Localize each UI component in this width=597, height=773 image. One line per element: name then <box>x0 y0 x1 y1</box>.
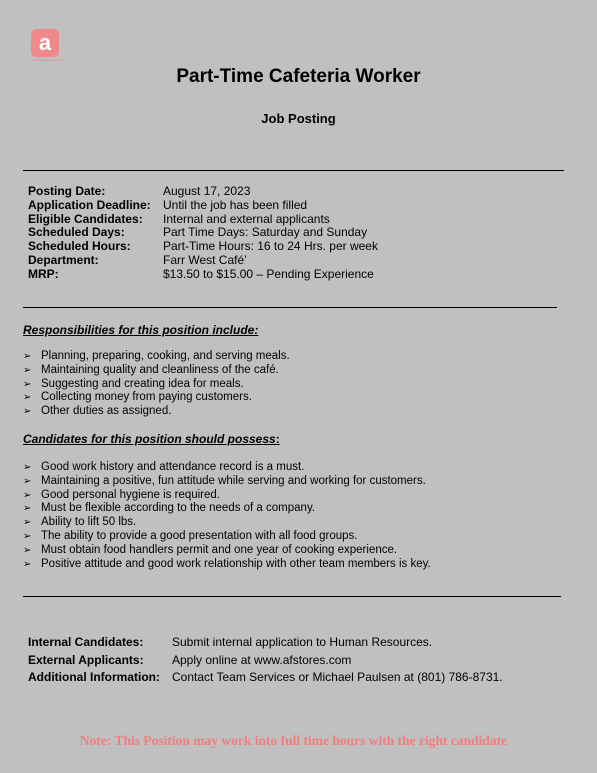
list-item <box>23 378 290 392</box>
divider <box>23 596 561 597</box>
detail-value: $13.50 to $15.00 – Pending Experience <box>163 266 374 281</box>
company-logo <box>31 29 59 57</box>
list-item <box>23 405 290 419</box>
detail-row <box>28 254 378 268</box>
detail-row <box>28 268 378 282</box>
candidates-list <box>23 461 431 571</box>
detail-value: Part Time Days: Saturday and Sunday <box>163 225 368 240</box>
list-item <box>23 391 290 405</box>
contact-info <box>28 634 503 687</box>
contact-value: Submit internal application to Human Resources. <box>172 635 433 649</box>
detail-value: Part-Time Hours: 16 to 24 Hrs. per week <box>163 239 378 254</box>
arrow-bullet-icon: ➢ <box>23 364 32 376</box>
arrow-bullet-icon: ➢ <box>23 378 32 390</box>
detail-row <box>28 199 378 213</box>
detail-row <box>28 240 378 254</box>
list-item-text: Good personal hygiene is required. <box>41 488 221 501</box>
candidates-heading-text: Candidates for this position should possess <box>23 432 276 446</box>
list-item-text: Positive attitude and good work relationship with other team members is key. <box>41 557 431 570</box>
list-item-text: Suggesting and creating idea for meals. <box>41 377 244 390</box>
list-item <box>23 489 431 503</box>
list-item-text: Must be flexible according to the needs of a company. <box>41 502 316 515</box>
candidates-heading <box>23 432 280 446</box>
detail-label: Department: <box>28 252 99 267</box>
detail-row <box>28 213 378 227</box>
detail-label: Eligible Candidates: <box>28 211 143 226</box>
contact-value: Contact Team Services or Michael Paulsen at (801) 786-8731. <box>172 670 503 684</box>
detail-row <box>28 226 378 240</box>
arrow-bullet-icon: ➢ <box>23 351 32 362</box>
contact-row <box>28 669 503 687</box>
arrow-bullet-icon: ➢ <box>23 392 32 404</box>
list-item-text: Maintaining quality and cleanliness of the café. <box>41 363 279 376</box>
detail-label: Scheduled Days: <box>28 225 125 240</box>
list-item <box>23 530 431 544</box>
arrow-bullet-icon: ➢ <box>23 503 32 515</box>
arrow-bullet-icon: ➢ <box>23 544 32 556</box>
list-item <box>23 461 431 475</box>
detail-value: August 17, 2023 <box>163 184 251 198</box>
page-title: Part-Time Cafeteria Worker <box>176 66 421 87</box>
contact-row <box>28 652 503 670</box>
arrow-bullet-icon: ➢ <box>23 475 32 487</box>
divider <box>23 170 564 171</box>
list-item-text: Must obtain food handlers permit and one year of cooking experience. <box>41 543 398 556</box>
detail-label: Application Deadline: <box>28 197 151 212</box>
contact-label: Additional Information: <box>28 670 160 684</box>
detail-label: Scheduled Hours: <box>28 239 131 254</box>
list-item-text: Planning, preparing, cooking, and serving meals. <box>41 350 290 362</box>
detail-label: Posting Date: <box>28 184 106 198</box>
responsibilities-list <box>23 350 290 419</box>
list-item-text: Collecting money from paying customers. <box>41 391 252 404</box>
contact-label: Internal Candidates: <box>28 635 144 649</box>
list-item <box>23 475 431 489</box>
list-item <box>23 516 431 530</box>
logo-tagline: Associated Food Stores <box>31 58 63 62</box>
arrow-bullet-icon: ➢ <box>23 558 32 570</box>
list-item <box>23 364 290 378</box>
list-item-text: Good work history and attendance record is a must. <box>41 461 305 473</box>
list-item <box>23 502 431 516</box>
list-item <box>23 544 431 558</box>
list-item <box>23 558 431 572</box>
arrow-bullet-icon: ➢ <box>23 489 32 501</box>
contact-row <box>28 634 503 652</box>
candidates-heading-colon: : <box>275 432 280 446</box>
list-item <box>23 350 290 364</box>
posting-details <box>28 185 378 282</box>
list-item-text: The ability to provide a good presentation with all food groups. <box>41 529 358 542</box>
detail-value: Farr West Café’ <box>163 252 247 267</box>
contact-value: Apply online at www.afstores.com <box>172 652 352 667</box>
arrow-bullet-icon: ➢ <box>23 406 32 418</box>
arrow-bullet-icon: ➢ <box>23 530 32 542</box>
list-item-text: Other duties as assigned. <box>41 405 172 418</box>
list-item-text: Ability to lift 50 lbs. <box>41 516 137 529</box>
divider <box>23 307 557 308</box>
footer-note: Note: This Position may work into full time hours with the right candidate <box>79 733 508 748</box>
detail-value: Internal and external applicants <box>163 211 330 226</box>
responsibilities-heading: Responsibilities for this position include: <box>23 323 259 337</box>
page-subtitle: Job Posting <box>261 111 336 126</box>
detail-label: MRP: <box>28 266 59 281</box>
logo-glyph: a <box>38 30 52 55</box>
contact-label: External Applicants: <box>28 652 144 667</box>
detail-row <box>28 185 378 199</box>
arrow-bullet-icon: ➢ <box>23 462 32 473</box>
arrow-bullet-icon: ➢ <box>23 517 32 529</box>
detail-value: Until the job has been filled <box>163 197 308 212</box>
list-item-text: Maintaining a positive, fun attitude while serving and working for customers. <box>41 474 426 487</box>
